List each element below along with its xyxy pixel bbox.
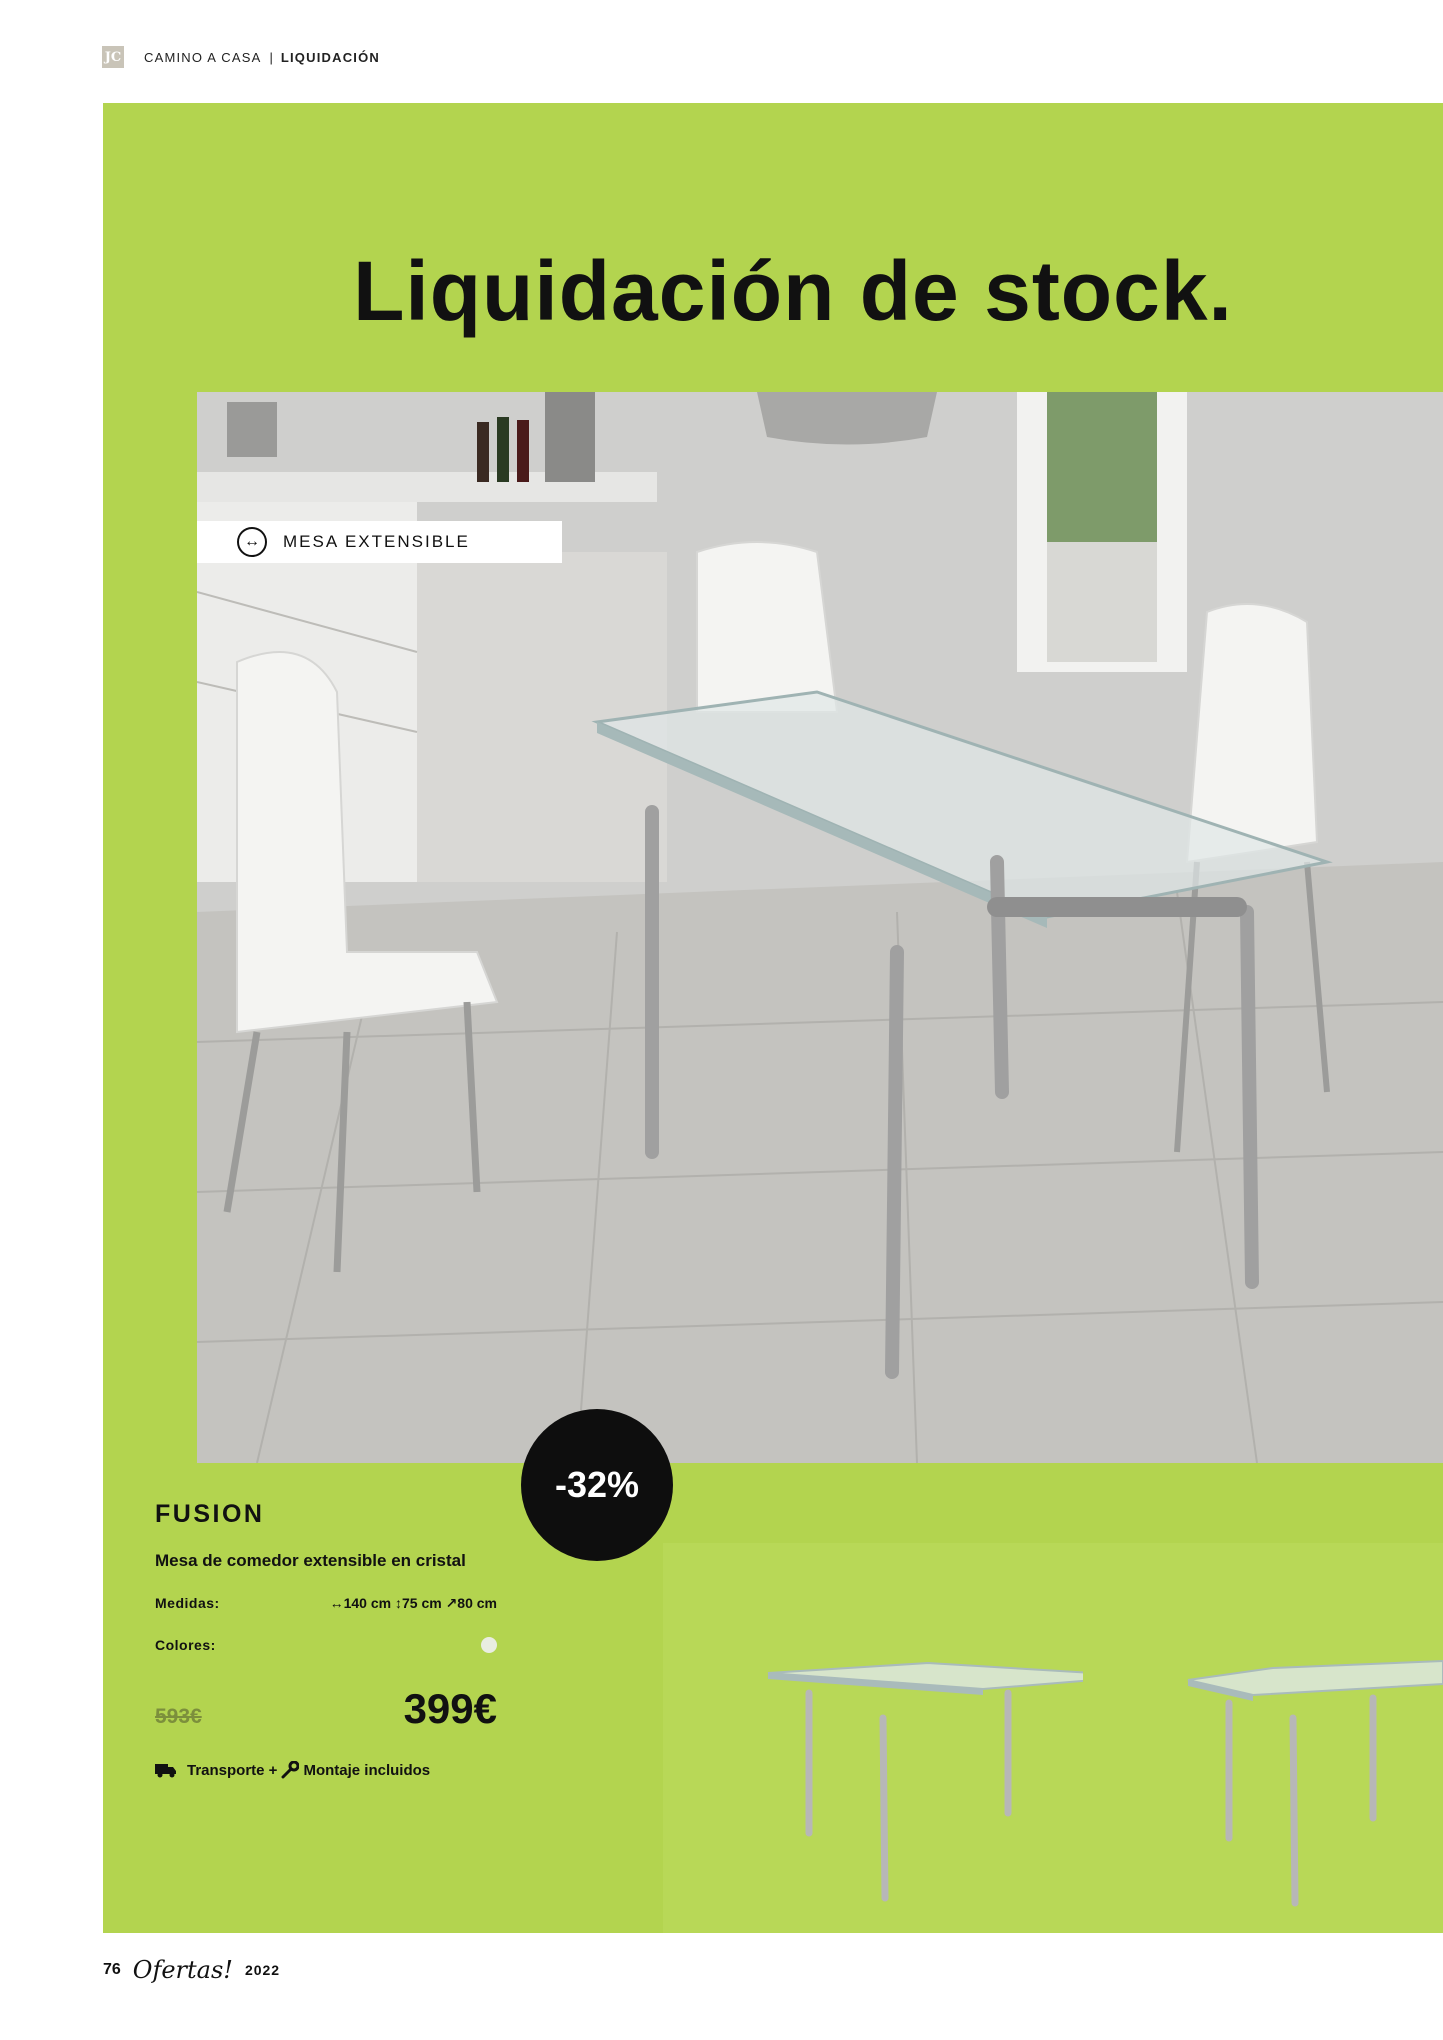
horizontal-arrows-icon: ↔ <box>237 527 267 557</box>
wrench-icon <box>281 1761 299 1779</box>
product-thumbnail-extended <box>1083 1543 1443 1933</box>
measures-value: ↔140 cm ↕75 cm ↗80 cm <box>329 1594 497 1611</box>
product-thumbnail-closed <box>663 1543 1143 1933</box>
breadcrumb-separator: | <box>269 49 273 65</box>
page-title: Liquidación de stock. <box>353 244 1233 338</box>
measures-row <box>155 1593 497 1613</box>
page-header <box>102 46 380 68</box>
delivery-transport: Transporte + <box>187 1761 278 1779</box>
colors-label: Colores: <box>155 1637 216 1653</box>
delivery-assembly: Montaje incluidos <box>303 1761 431 1779</box>
product-name: FUSION <box>155 1500 265 1528</box>
product-description: Mesa de comedor extensible en cristal <box>155 1551 466 1570</box>
catalog-brand: Ofertas! <box>132 1956 233 1984</box>
feature-label: MESA EXTENSIBLE <box>283 532 470 551</box>
catalog-year: 2022 <box>244 1962 281 1978</box>
table-closed-illustration <box>663 1543 1143 1933</box>
feature-badge <box>197 521 562 563</box>
measures-label: Medidas: <box>155 1595 220 1611</box>
table-extended-illustration <box>1083 1543 1443 1933</box>
price-block <box>155 1685 497 1733</box>
brand-logo: JC <box>102 46 124 68</box>
colors-row <box>155 1635 497 1655</box>
color-swatch <box>481 1637 497 1653</box>
truck-icon <box>155 1762 177 1778</box>
new-price: 399€ <box>403 1685 497 1732</box>
promo-panel <box>103 103 1443 1933</box>
page-number: 76 <box>103 1961 121 1978</box>
discount-badge: -32% <box>521 1409 673 1561</box>
breadcrumb-subsection: LIQUIDACIÓN <box>280 49 381 65</box>
delivery-info <box>155 1761 497 1779</box>
old-price: 593€ <box>155 1705 202 1728</box>
page-footer <box>103 1956 280 1984</box>
breadcrumb-section: CAMINO A CASA <box>144 49 262 65</box>
product-info <box>155 1500 497 1779</box>
